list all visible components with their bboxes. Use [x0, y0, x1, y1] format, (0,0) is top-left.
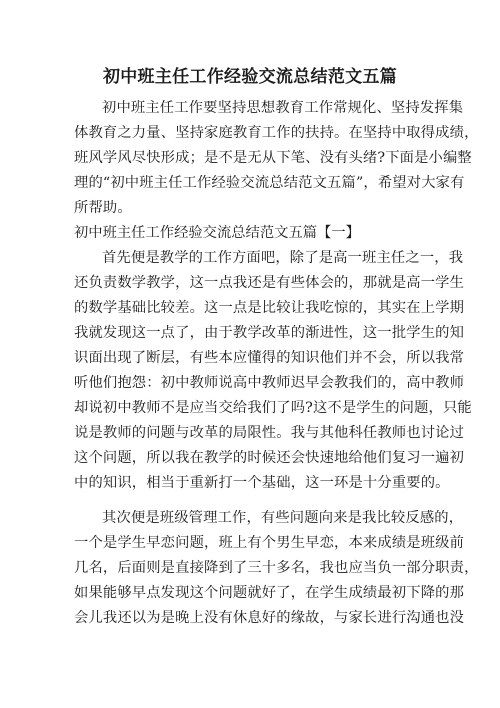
paragraph-line: 的数学基础比较差。这一点是比较让我吃惊的，其实在上学期 [74, 300, 465, 316]
paragraph-line: 却说初中教师不是应当交给我们了吗?这不是学生的问题，只能 [74, 400, 472, 416]
paragraph-line: 会儿我还以为是晚上没有休息好的缘故，与家长进行沟通也没 [74, 610, 465, 626]
paragraph-line: 我就发现这一点了，由于教学改革的渐进性，这一批学生的知 [74, 325, 465, 341]
paragraph-line: 说是教师的问题与改革的局限性。我与其他科任教师也讨论过 [74, 425, 465, 441]
intro-line: 理的“初中班主任工作经验交流总结范文五篇”，希望对大家有 [74, 175, 465, 191]
section-heading: 初中班主任工作经验交流总结范文五篇【一】 [74, 225, 360, 241]
paragraph-line: 首先便是教学的工作方面吧，除了是高一班主任之一，我 [102, 250, 464, 266]
paragraph-line: 这个问题，所以我在教学的时候还会快速地给他们复习一遍初 [74, 450, 465, 466]
paragraph-line: 如果能够早点发现这个问题就好了，在学生成绩最初下降的那 [74, 585, 465, 601]
paragraph-line: 其次便是班级管理工作，有些问题向来是我比较反感的， [102, 510, 464, 526]
intro-line: 班风学风尽快形成；是不是无从下笔、没有头绪?下面是小编整 [74, 150, 472, 166]
paragraph-line: 几名，后面则是直接降到了三十多名，我也应当负一部分职责， [74, 560, 479, 576]
intro-line: 体教育之力量、坚持家庭教育工作的扶持。在坚持中取得成绩， [74, 125, 479, 141]
paragraph-line: 识面出现了断层，有些本应懂得的知识他们并不会，所以我常 [74, 350, 465, 366]
paragraph-line: 中的知识，相当于重新打一个基础，这一环是十分重要的。 [74, 475, 450, 491]
intro-line: 初中班主任工作要坚持思想教育工作常规化、坚持发挥集 [102, 100, 464, 116]
paragraph-line: 一个是学生早恋问题，班上有个男生早恋，本来成绩是班级前 [74, 535, 465, 551]
paragraph-line: 还负责数学教学，这一点我还是有些体会的，那就是高一学生 [74, 275, 465, 291]
intro-line: 所帮助。 [74, 200, 132, 216]
document-title: 初中班主任工作经验交流总结范文五篇 [102, 67, 398, 87]
paragraph-line: 听他们抱怨：初中教师说高中教师迟早会教我们的，高中教师 [74, 375, 465, 391]
